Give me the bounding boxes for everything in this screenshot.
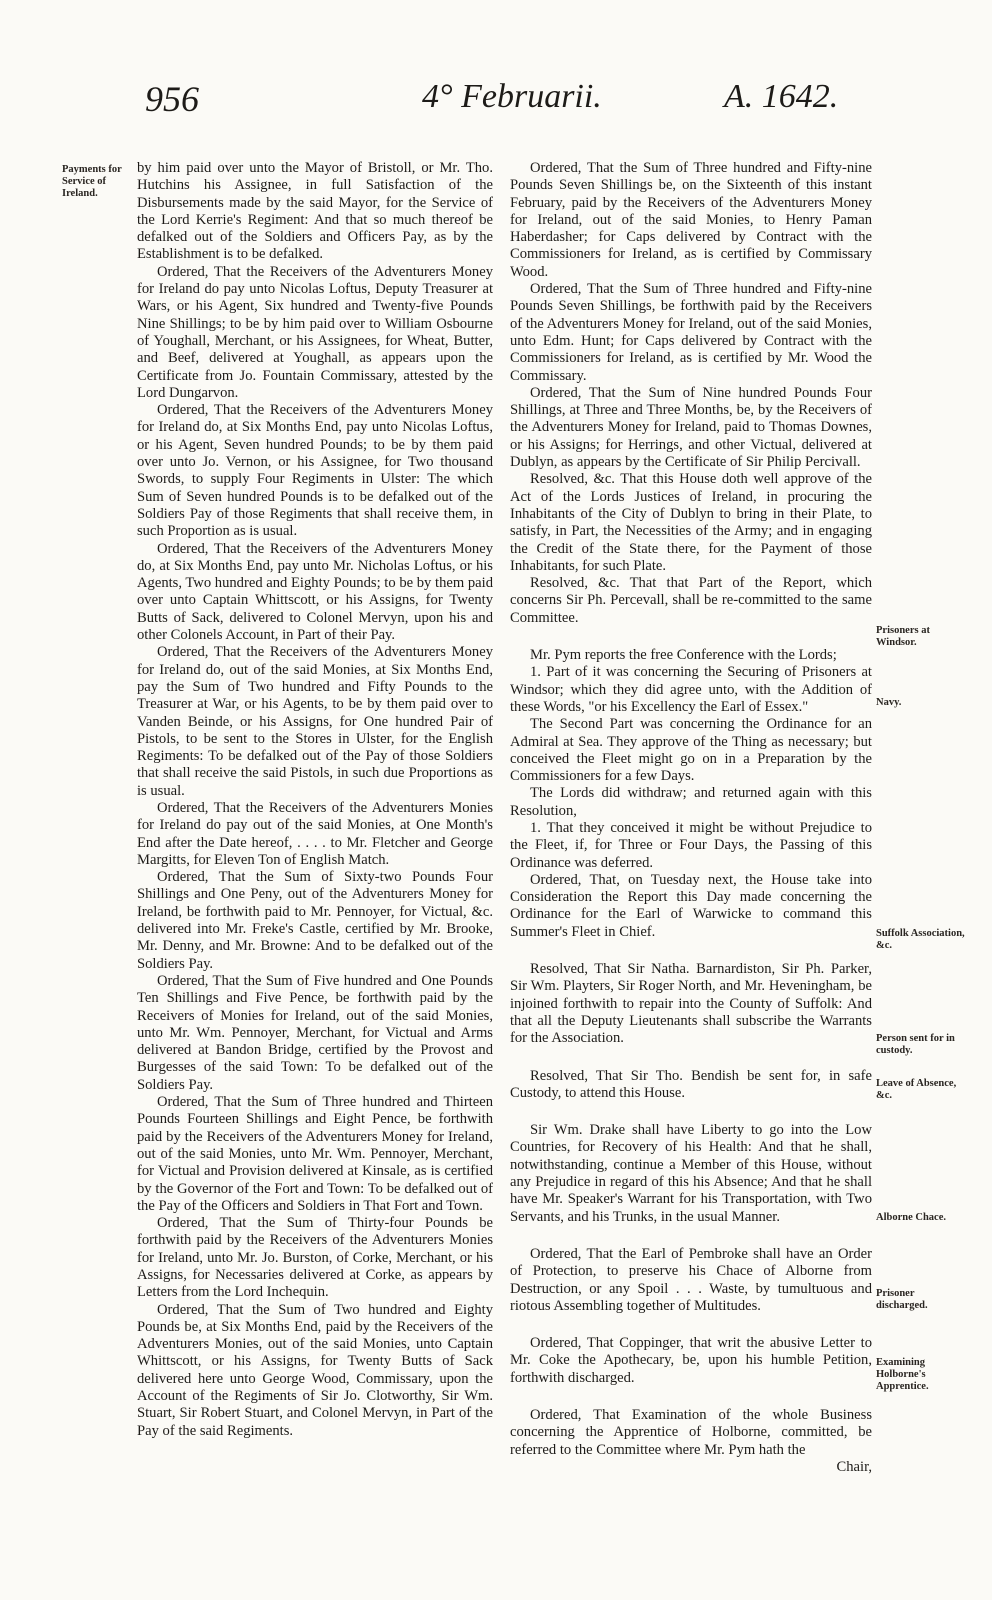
paragraph: The Lords did withdraw; and returned again with this Resolution, <box>510 785 872 819</box>
paragraph: Ordered, That Coppinger, that writ the abusive Letter to Mr. Coke the Apothecary, be, upon his humble Petition, forthwith discharged. <box>510 1335 872 1386</box>
paragraph: 1. That they conceived it might be without Prejudice to the Fleet, if, for Three or Four Days, the Passing of this Ordinance was deferred. <box>510 819 872 871</box>
margin-note-suffolk: Suffolk Association, &c. <box>876 928 965 951</box>
paragraph: Sir Wm. Drake shall have Liberty to go into the Low Countries, for Recovery of his Health: And that he shall, notwithstanding, continue a Member of this House, without any Prejudice in regard of this his Absence; And that he shall have Mr. Speaker's Warrant for his Transportation, with Two Servants, and his Trunks, in the usual Manner. <box>510 1122 872 1225</box>
margin-note-leave: Leave of Absence, &c. <box>876 1078 957 1101</box>
paragraph: Resolved, &c. That that Part of the Report, which concerns Sir Ph. Percevall, shall be re-committed to the same Committee. <box>510 575 872 626</box>
paragraph: Ordered, That the Sum of Three hundred and Fifty-nine Pounds Seven Shillings, be forthwith paid by the Receivers of the Adventurers Money for Ireland, out of the said Monies, unto Edm. Hunt; for Caps delivered by Contract with the Commissioners for Ireland, as is certified by Mr. Wood the Commissary. <box>510 281 872 384</box>
paragraph: by him paid over unto the Mayor of Bristoll, or Mr. Tho. Hutchins his Assignee, in full Satisfaction of the Disbursements made by the said Mayor, for the Service of the Lord Kerrie's Regiment: And that so much thereof be defalked out of the Soldiers and Officers Pay, as by the Establishment is to be defalked. <box>137 160 493 263</box>
catchword: Chair, <box>836 1458 872 1475</box>
margin-note-alborne: Alborne Chace. <box>876 1212 946 1223</box>
margin-note-payments: Payments for Service of Ireland. <box>62 164 122 199</box>
paragraph: Ordered, That the Sum of Five hundred and One Pounds Ten Shillings and Five Pence, be forthwith paid by the Receivers of Monies for Ireland, out of the said Monies, unto Mr. Wm. Pennoyer, Merchant, for Victual and Arms delivered at Bandon Bridge, certified by the Provost and Burgesses of the said Town: To be defalked out of the Soldiers Pay. <box>137 972 493 1093</box>
margin-note-person-sent: Person sent for in custody. <box>876 1033 955 1056</box>
paragraph: Ordered, That, on Tuesday next, the House take into Consideration the Report this Day made concerning the Ordinance for the Earl of Warwicke to command this Summer's Fleet in Chief. <box>510 871 872 940</box>
paragraph: Mr. Pym reports the free Conference with the Lords; <box>530 647 837 664</box>
paragraph: The Second Part was concerning the Ordinance for an Admiral at Sea. They approve of the Thing as necessary; but conceived the Fleet might go on in a Preparation by the Commissioners for a few Days. <box>510 716 872 785</box>
margin-note-prisoners: Prisoners at Windsor. <box>876 625 930 648</box>
paragraph: Resolved, That Sir Tho. Bendish be sent for, in safe Custody, to attend this House. <box>510 1067 872 1101</box>
page-number: 956 <box>145 79 199 119</box>
paragraph: Ordered, That the Earl of Pembroke shall have an Order of Protection, to preserve his Chace of Alborne from Destruction, or any Spoil . . . Waste, by tumultuous and riotous Assembling together of Multitudes. <box>510 1245 872 1314</box>
paragraph: Ordered, That the Receivers of the Adventurers Money for Ireland do, out of the said Monies, at Six Months End, pay the Sum of Two hundred and Fifty Pounds to the Treasurer at War, or his Agents, to be by them paid over to Vanden Beinde, or his Assigns, for One hundred Pair of Pistols, to be sent to the Stores in Ulster, for the English Regiments: To be defalked out of the Pay of those Soldiers that shall receive the said Pistols, in such due Proportions as is usual. <box>137 644 493 799</box>
paragraph: Ordered, That the Sum of Three hundred and Thirteen Pounds Fourteen Shillings and Eight Pence, be forthwith paid by the Receivers of the Adventurers Money for Ireland, out of the said Monies, unto Mr. Wm. Pennoyer, Merchant, for Victual and Provision delivered at Kinsale, as is certified by the Governor of the Fort and Town: To be defalked out of the Pay of the Officers and Soldiers in That Fort and Town. <box>137 1094 493 1214</box>
paragraph: Ordered, That the Sum of Three hundred and Fifty-nine Pounds Seven Shillings be, on the Sixteenth of this instant February, paid by the Receivers of the Adventurers Money for Ireland, out of the said Monies, to Henry Paman Haberdasher; for Caps delivered by Contract with the Commissioners for Ireland, as is certified by Commissary Wood. <box>510 160 872 280</box>
margin-note-prisoner-discharged: Prisoner discharged. <box>876 1288 928 1311</box>
page-header <box>0 78 992 138</box>
paragraph: Ordered, That the Sum of Nine hundred Pounds Four Shillings, at Three and Three Months, be, by the Receivers of the Adventurers Money for Ireland, paid to Thomas Downes, or his Assigns; for Herrings, and other Victual, delivered at Dublyn, as appears by the Certificate of Sir Philip Percivall. <box>510 384 872 471</box>
paragraph: Ordered, That the Receivers of the Adventurers Monies for Ireland do pay out of the said Monies, at One Month's End after the Date hereof, . . . . to Mr. Fletcher and George Margitts, for Eleven Ton of English Match. <box>137 799 493 868</box>
paragraph: Ordered, That the Receivers of the Adventurers Money for Ireland do pay unto Nicolas Loftus, Deputy Treasurer at Wars, or his Agent, Six hundred and Twenty-five Pounds Nine Shillings; to be by him paid over to William Osbourne of Youghall, Merchant, or his Assignees, for Wheat, Butter, and Beef, delivered at Youghall, as appears upon the Certificate from Jo. Fountain Commissary, attested by the Lord Dungarvon. <box>137 263 493 401</box>
paragraph: Ordered, That the Receivers of the Adventurers Money do, at Six Months End, pay unto Mr. Nicholas Loftus, or his Agents, Two hundred and Eighty Pounds; to be by them paid over unto Captain Whittscott, or his Assigns, for Twenty Butts of Sack, delivered to Colonel Mervyn, upon his and other Colonels Account, in Part of their Pay. <box>137 540 493 644</box>
left-column <box>137 160 493 1440</box>
paragraph: Ordered, That the Sum of Sixty-two Pounds Four Shillings and One Peny, out of the Adventurers Money for Ireland, be forthwith paid to Mr. Pennoyer, for Victual, &c. delivered into Mr. Freke's Castle, certified by Mr. Brooke, Mr. Denny, and Mr. Browne: And to be defalked out of the Soldiers Pay. <box>137 869 493 972</box>
running-title-year: A. 1642. <box>724 78 839 115</box>
paragraph: Ordered, That the Sum of Two hundred and Eighty Pounds be, at Six Months End, paid by the Receivers of the Adventurers Monies, out of the said Monies, unto Captain Whittscott, or his Assigns, for Twenty Butts of Sack delivered here unto George Wood, Commissary, upon the Account of the Regiments of Sir Jo. Clotworthy, Sir Wm. Stuart, Sir Robert Stuart, and Colonel Mervyn, in Part of the Pay of the said Regiments. <box>137 1301 493 1439</box>
running-title-date: 4° Februarii. <box>422 78 602 115</box>
paragraph: Ordered, That the Sum of Thirty-four Pounds be forthwith paid by the Receivers of the Adventurers Monies for Ireland, unto Mr. Jo. Burston, of Corke, Merchant, or his Assigns, for Necessaries delivered at Corke, as appears by Letters from the Lord Inchequin. <box>137 1215 493 1301</box>
paragraph: Ordered, That the Receivers of the Adventurers Money for Ireland do, at Six Months End, pay unto Nicolas Loftus, or his Agent, Seven hundred Pounds; to be by them paid over unto Jo. Vernon, or his Assignee, for Two thousand Swords, to supply Four Regiments in Ulster: The which Sum of Seven hundred Pounds is to be defalked out of the Soldiers Pay of those Regiments that shall receive them, in such Proportion as is usual. <box>137 402 493 540</box>
paragraph: 1. Part of it was concerning the Securing of Prisoners at Windsor; which they did agree unto, with the Addition of these Words, "or his Excellency the Earl of Essex." <box>510 664 872 715</box>
right-column <box>510 160 872 1476</box>
paragraph: Resolved, &c. That this House doth well approve of the Act of the Lords Justices of Ireland, in procuring the Inhabitants of the City of Dublyn to bring in their Plate, to satisfy, in Part, the Necessities of the Army; and in engaging the Credit of the State there, for the Payment of those Inhabitants, for such Plate. <box>510 471 872 574</box>
margin-note-navy: Navy. <box>876 697 902 708</box>
margin-note-apprentice: Examining Holborne's Apprentice. <box>876 1357 929 1392</box>
paragraph: Ordered, That Examination of the whole Business concerning the Apprentice of Holborne, committed, be referred to the Committee where Mr. Pym hath the <box>510 1407 872 1458</box>
paragraph: Resolved, That Sir Natha. Barnardiston, Sir Ph. Parker, Sir Wm. Playters, Sir Roger North, and Mr. Heveningham, be injoined forthwith to repair into the County of Suffolk: And that all the Deputy Lieutenants shall subscribe the Warrants for the Association. <box>510 961 872 1047</box>
